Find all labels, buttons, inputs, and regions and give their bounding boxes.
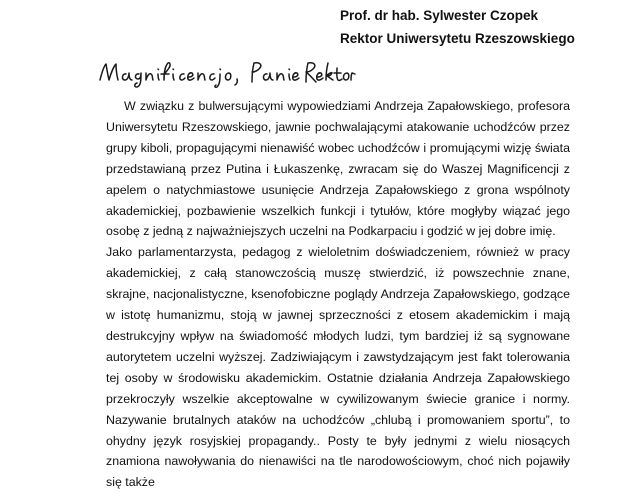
handwritten-salutation (96, 56, 356, 90)
letter-paragraph: W związku z bulwersującymi wypowiedziami Andrzeja Zapałowskiego, profesora Uniwersytetu Rzeszowskiego, jawnie pochwalającymi atakowanie uchodźców przez grupy kiboli, propagującymi nienawiść wobec uchodźców i promującymi wizję świata przedstawianą przez Putina i Łukaszenkę, zwracam się do Waszej Magnificencji z apelem o natychmiastowe usunięcie Andrzeja Zapałowskiego z grona wspólnoty akademickiej, pozbawienie wszelkich funkcji i tytułów, które mogłyby wiązać jego osobę z jedną z najważniejszych uczelni na Podkarpaciu i godzić w jej dobre imię. (106, 99, 570, 239)
addressee-block (340, 4, 575, 50)
addressee-name: Prof. dr hab. Sylwester Czopek (340, 8, 539, 23)
letter-paragraph: Jako parlamentarzysta, pedagog z wieloletnim doświadczeniem, również w pracy akademickiej, z całą stanowczością muszę stwierdzić, iż powszechnie znane, skrajne, nacjonalistyczne, ksenofobiczne poglądy Andrzeja Zapałowskiego, godzące w istotę humanizmu, stoją w jawnej sprzeczności z etosem akademickim i mają destrukcyjny wpływ na świadomość młodych ludzi, tym bardziej iż są sygnowane autorytetem uczelni wyższej. Zadziwiającym i zawstydzającym jest fakt tolerowania tej osoby w środowisku akademickim. Ostatnie działania Andrzeja Zapałowskiego przekroczyły wszelkie akceptowalne w cywilizowanym świecie granice i normy. Nazywanie brutalnych ataków na uchodźców „chlubą i promowaniem sportu”, to ohydny język rosyjskiej propagandy.. Posty te były jednymi z wielu niosących znamiona nawoływania do nienawiści na tle narodowościowym, choć nich pojawiły się także (106, 245, 570, 490)
addressee-title: Rektor Uniwersytetu Rzeszowskiego (340, 31, 575, 46)
handwritten-salutation-drawing (96, 56, 356, 90)
letter-body (106, 96, 570, 493)
